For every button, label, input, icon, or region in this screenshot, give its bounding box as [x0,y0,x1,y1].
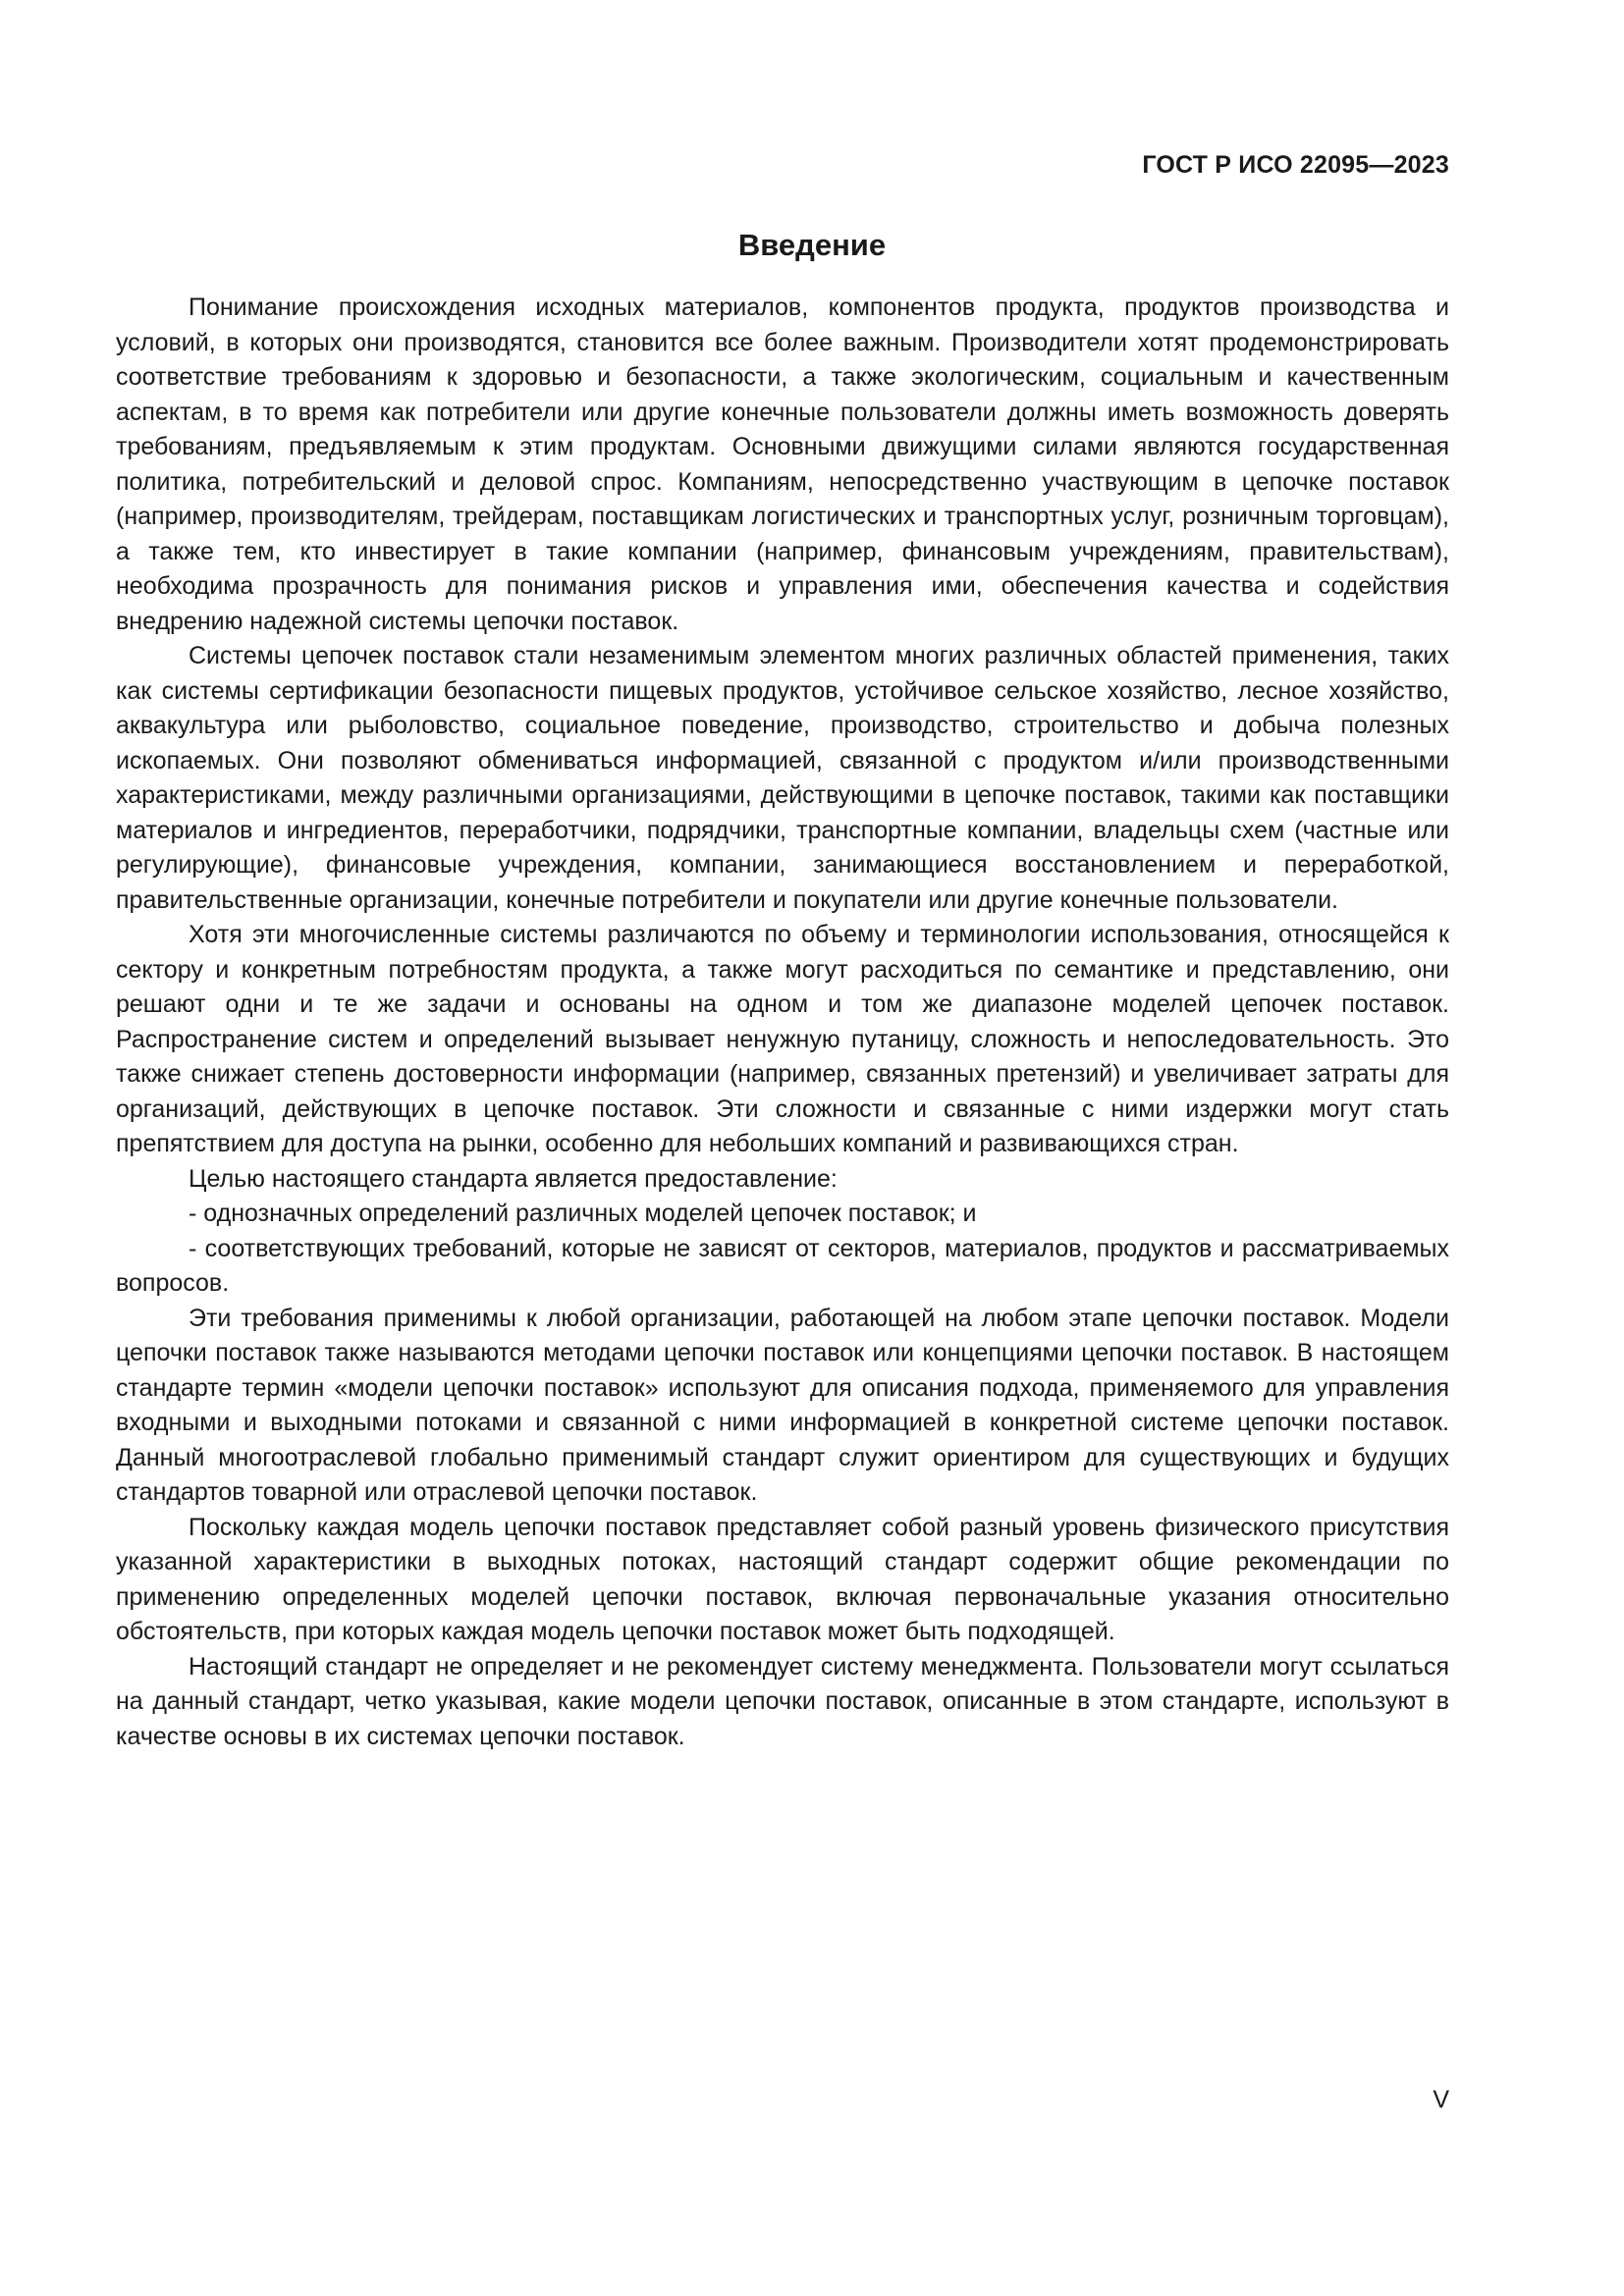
paragraph-6: Поскольку каждая модель цепочки поставок представляет собой разный уровень физического присутствия указанной характеристики в выходных потоках, настоящий стандарт содержит общие рекомендации по применению определенных моделей цепочки поставок, включая первоначальные указания относительно обстоятельств, при которых каждая модель цепочки поставок может быть подходящей. [116,1513,1449,1645]
paragraph-3: Хотя эти многочисленные системы различаются по объему и терминологии использования, относящейся к сектору и конкретным потребностям продукта, а также могут расходиться по семантике и представлению, они решают одни и те же задачи и основаны на одном и том же диапазоне моделей цепочек поставок. Распространение систем и определений вызывает ненужную путаницу, сложность и непоследовательность. Это также снижает степень достоверности информации (например, связанных претензий) и увеличивает затраты для организаций, действующих в цепочке поставок. Эти сложности и связанные с ними издержки могут стать препятствием для доступа на рынки, особенно для небольших компаний и развивающихся стран. [116,921,1449,1157]
paragraph-7: Настоящий стандарт не определяет и не рекомендует систему менеджмента. Пользователи могут ссылаться на данный стандарт, четко указывая, какие модели цепочки поставок, описанные в этом стандарте, используют в качестве основы в их системах цепочки поставок. [116,1652,1449,1750]
paragraph-1: Понимание происхождения исходных материалов, компонентов продукта, продуктов производства и условий, в которых они производятся, становится все более важным. Производители хотят продемонстрировать соответствие требованиям к здоровью и безопасности, а также экологическим, социальным и качественным аспектам, в то время как потребители или другие конечные пользователи должны иметь возможность доверять требованиям, предъявляемым к этим продуктам. Основными движущими силами являются государственная политика, потребительский и деловой спрос. Компаниям, непосредственно участвующим в цепочке поставок (например, производителям, трейдерам, поставщикам логистических и транспортных услуг, розничным торговцам), а также тем, кто инвестирует в такие компании (например, финансовым учреждениям, правительствам), необходима прозрачность для понимания рисков и управления ими, обеспечения качества и содействия внедрению надежной системы цепочки поставок. [116,294,1449,635]
paragraph-2: Системы цепочек поставок стали незаменимым элементом многих различных областей применения, таких как системы сертификации безопасности пищевых продуктов, устойчивое сельское хозяйство, лесное хозяйство, аквакультура или рыболовство, социальное поведение, производство, строительство и добыча полезных ископаемых. Они позволяют обмениваться информацией, связанной с продуктом и/или производственными характеристиками, между различными организациями, действующими в цепочке поставок, такими как поставщики материалов и ингредиентов, переработчики, подрядчики, транспортные компании, владельцы схем (частные или регулирующие), финансовые учреждения, компании, занимающиеся восстановлением и переработкой, правительственные организации, конечные потребители и покупатели или другие конечные пользователи. [116,642,1449,914]
document-header-id: ГОСТ Р ИСО 22095—2023 [1142,151,1449,179]
page-number: V [1433,2086,1449,2113]
list-item-2: - соответствующих требований, которые не зависят от секторов, материалов, продуктов и рассматриваемых вопросов. [116,1234,1449,1297]
body-text [116,291,1449,1754]
list-item-1: - однозначных определений различных моделей цепочек поставок; и [189,1200,977,1227]
section-title: Введение [737,228,887,262]
paragraph-5: Эти требования применимы к любой организации, работающей на любом этапе цепочки поставок. Модели цепочки поставок также называются методами цепочки поставок или концепциями цепочки поставок. В настоящем стандарте термин «модели цепочки поставок» используют для описания подхода, применяемого для управления входными и выходными потоками и связанной с ними информацией в конкретной системе цепочки поставок. Данный многоотраслевой глобально применимый стандарт служит ориентиром для существующих и будущих стандартов товарной или отраслевой цепочки поставок. [116,1304,1449,1506]
paragraph-4: Целью настоящего стандарта является предоставление: [189,1164,838,1193]
